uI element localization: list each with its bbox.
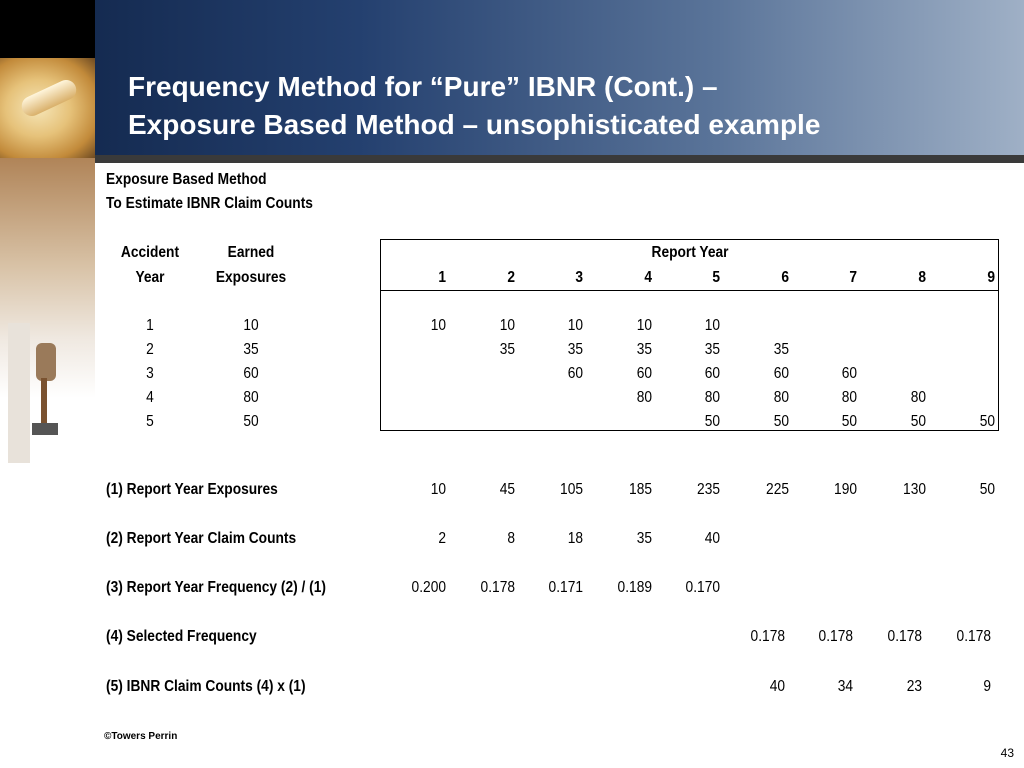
summary-value: 34 — [837, 678, 853, 695]
exposure-cell: 50 — [243, 413, 259, 430]
summary-value: 23 — [906, 678, 922, 695]
report-year-col-2: 2 — [507, 269, 515, 286]
summary-value: 0.178 — [480, 579, 515, 596]
side-photo — [0, 158, 95, 398]
banner-corner — [0, 0, 95, 58]
summary-value: 0.170 — [685, 579, 720, 596]
grid-cell: 60 — [636, 365, 652, 382]
report-year-col-5: 5 — [712, 269, 720, 286]
summary-label: (5) IBNR Claim Counts (4) x (1) — [106, 678, 306, 695]
summary-value: 0.178 — [887, 628, 922, 645]
report-year-col-1: 1 — [438, 269, 446, 286]
report-year-col-7: 7 — [849, 269, 857, 286]
summary-value: 0.178 — [818, 628, 853, 645]
table-heading-1: Exposure Based Method — [106, 171, 267, 188]
grid-cell: 10 — [430, 317, 446, 334]
grid-cell: 80 — [636, 389, 652, 406]
grid-cell: 35 — [704, 341, 720, 358]
summary-value: 130 — [903, 481, 926, 498]
summary-value: 185 — [629, 481, 652, 498]
grid-cell: 60 — [841, 365, 857, 382]
report-year-col-3: 3 — [575, 269, 583, 286]
summary-value: 10 — [430, 481, 446, 498]
page-number: 43 — [1000, 746, 1014, 760]
summary-value: 18 — [567, 530, 583, 547]
earned-exposures-header: Earned — [227, 244, 275, 261]
grid-cell: 35 — [499, 341, 515, 358]
grid-cell: 80 — [910, 389, 926, 406]
scroll-image — [0, 58, 95, 158]
summary-value: 0.200 — [411, 579, 446, 596]
title-divider — [95, 155, 1024, 163]
summary-value: 0.189 — [617, 579, 652, 596]
grid-cell: 50 — [704, 413, 720, 430]
summary-value: 50 — [979, 481, 995, 498]
summary-value: 9 — [983, 678, 991, 695]
accident-year-cell: 1 — [146, 317, 154, 334]
slide-title — [128, 68, 820, 144]
grid-cell: 80 — [704, 389, 720, 406]
summary-value: 0.171 — [548, 579, 583, 596]
summary-value: 190 — [834, 481, 857, 498]
accident-year-header: Accident — [120, 244, 180, 261]
grid-cell: 10 — [636, 317, 652, 334]
grid-cell: 35 — [567, 341, 583, 358]
summary-value: 40 — [704, 530, 720, 547]
summary-label: (1) Report Year Exposures — [106, 481, 278, 498]
grid-cell: 50 — [841, 413, 857, 430]
grid-cell: 50 — [910, 413, 926, 430]
grid-cell: 10 — [499, 317, 515, 334]
grid-cell: 60 — [773, 365, 789, 382]
grid-cell: 80 — [773, 389, 789, 406]
copyright: ©Towers Perrin — [104, 731, 178, 742]
title-line-2: Exposure Based Method – unsophisticated example — [128, 109, 821, 140]
grid-cell: 50 — [773, 413, 789, 430]
exposure-cell: 35 — [243, 341, 259, 358]
earned-exposures-header-2: Exposures — [215, 269, 287, 286]
summary-value: 235 — [697, 481, 720, 498]
report-year-header: Report Year — [651, 244, 729, 261]
summary-value: 105 — [560, 481, 583, 498]
grid-cell: 50 — [979, 413, 995, 430]
report-year-header-line — [380, 290, 999, 291]
exposure-cell: 10 — [243, 317, 259, 334]
summary-label: (3) Report Year Frequency (2) / (1) — [106, 579, 326, 596]
summary-value: 35 — [636, 530, 652, 547]
summary-value: 0.178 — [750, 628, 785, 645]
accident-year-cell: 4 — [146, 389, 154, 406]
carpenter-hammer-icon — [8, 323, 68, 463]
exposure-cell: 60 — [243, 365, 259, 382]
grid-cell: 60 — [567, 365, 583, 382]
grid-cell: 10 — [567, 317, 583, 334]
summary-value: 2 — [438, 530, 446, 547]
summary-value: 0.178 — [956, 628, 991, 645]
summary-label: (2) Report Year Claim Counts — [106, 530, 297, 547]
accident-year-cell: 3 — [146, 365, 154, 382]
summary-value: 40 — [769, 678, 785, 695]
summary-label: (4) Selected Frequency — [106, 628, 257, 645]
grid-cell: 80 — [841, 389, 857, 406]
accident-year-cell: 2 — [146, 341, 154, 358]
grid-cell: 10 — [704, 317, 720, 334]
report-year-col-6: 6 — [781, 269, 789, 286]
grid-cell: 35 — [773, 341, 789, 358]
summary-value: 225 — [766, 481, 789, 498]
accident-year-cell: 5 — [146, 413, 154, 430]
grid-cell: 60 — [704, 365, 720, 382]
summary-value: 8 — [507, 530, 515, 547]
grid-cell: 35 — [636, 341, 652, 358]
summary-value: 45 — [499, 481, 515, 498]
table-heading-2: To Estimate IBNR Claim Counts — [106, 195, 313, 212]
report-year-col-8: 8 — [918, 269, 926, 286]
accident-year-header-2: Year — [135, 269, 165, 286]
title-line-1: Frequency Method for “Pure” IBNR (Cont.) – — [128, 71, 718, 102]
report-year-col-9: 9 — [987, 269, 995, 286]
report-year-col-4: 4 — [644, 269, 652, 286]
exposure-cell: 80 — [243, 389, 259, 406]
